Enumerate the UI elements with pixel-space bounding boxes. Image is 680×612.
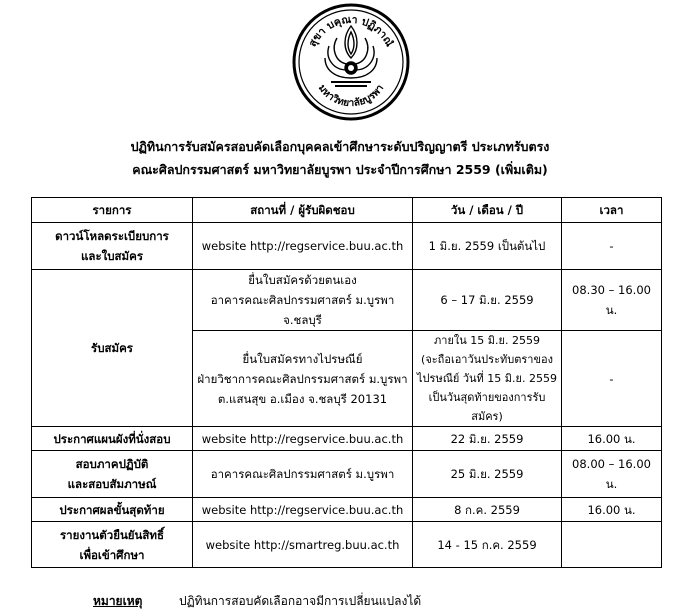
page-title-line2: คณะศิลปกรรมศาสตร์ มหาวิทยาลัยบูรพา ประจำปีการศึกษา 2559 (เพิ่มเติม) [132,162,548,177]
time-apply-mail: - [562,331,662,427]
university-seal [291,2,411,122]
item-apply: รับสมัคร [32,270,193,427]
date-report: 14 - 15 ก.ค. 2559 [413,522,562,568]
item-results: ประกาศผลขั้นสุดท้าย [32,498,193,522]
date-download: 1 มิ.ย. 2559 เป็นต้นไป [413,223,562,270]
header-date: วัน / เดือน / ปี [413,198,562,223]
item-exam: สอบภาคปฏิบัติ และสอบสัมภาษณ์ [32,451,193,498]
date-results: 8 ก.ค. 2559 [413,498,562,522]
item-seating: ประกาศแผนผังที่นั่งสอบ [32,427,193,451]
table-row-report [32,522,662,568]
table-row-apply-self [32,270,662,331]
date-apply-mail: ภายใน 15 มิ.ย. 2559 (จะถือเอาวันประทับตราของ ไปรษณีย์ วันที่ 15 มิ.ย. 2559 เป็นวันสุดท้ายของการรับสมัคร) [413,331,562,427]
page-title-line1: ปฏิทินการรับสมัครสอบคัดเลือกบุคคลเข้าศึกษาระดับปริญญาตรี ประเภทรับตรง [130,139,550,154]
table-row-seating [32,427,662,451]
time-exam: 08.00 – 16.00 น. [562,451,662,498]
seal-text-bottom: มหาวิทยาลัยบูรพา [315,82,387,110]
table-row-exam [32,451,662,498]
header-item: รายการ [32,198,193,223]
place-apply-self: ยื่นใบสมัครด้วยตนเอง อาคารคณะศิลปกรรมศาสตร์ ม.บูรพา จ.ชลบุรี [193,270,413,331]
table-header-row [32,198,662,223]
table-row-results [32,498,662,522]
seal-text-top: สุขา บคุณา ปฏิภาณํ [306,13,396,49]
lotus-emblem [325,26,377,86]
table-row-download [32,223,662,270]
date-exam: 25 มิ.ย. 2559 [413,451,562,498]
time-download: - [562,223,662,270]
time-seating: 16.00 น. [562,427,662,451]
header-place: สถานที่ / ผู้รับผิดชอบ [193,198,413,223]
place-apply-mail: ยื่นใบสมัครทางไปรษณีย์ ฝ่ายวิชาการคณะศิลปกรรมศาสตร์ ม.บูรพา ต.แสนสุข อ.เมือง จ.ชลบุรี 20131 [193,331,413,427]
time-report [562,522,662,568]
place-seating: website http://regservice.buu.ac.th [193,427,413,451]
time-results: 16.00 น. [562,498,662,522]
schedule-table [31,197,662,568]
place-report: website http://smartreg.buu.ac.th [193,522,413,568]
place-exam: อาคารคณะศิลปกรรมศาสตร์ ม.บูรพา [193,451,413,498]
date-seating: 22 มิ.ย. 2559 [413,427,562,451]
place-download: website http://regservice.buu.ac.th [193,223,413,270]
header-time: เวลา [562,198,662,223]
date-apply-self: 6 – 17 มิ.ย. 2559 [413,270,562,331]
place-results: website http://regservice.buu.ac.th [193,498,413,522]
time-apply-self: 08.30 – 16.00 น. [562,270,662,331]
note-text: ปฏิทินการสอบคัดเลือกอาจมีการเปลี่ยนแปลงได้ [179,594,422,608]
item-report: รายงานตัวยืนยันสิทธิ์ เพื่อเข้าศึกษา [32,522,193,568]
note-label: หมายเหตุ [93,594,143,608]
item-download: ดาวน์โหลดระเบียบการ และใบสมัคร [32,223,193,270]
